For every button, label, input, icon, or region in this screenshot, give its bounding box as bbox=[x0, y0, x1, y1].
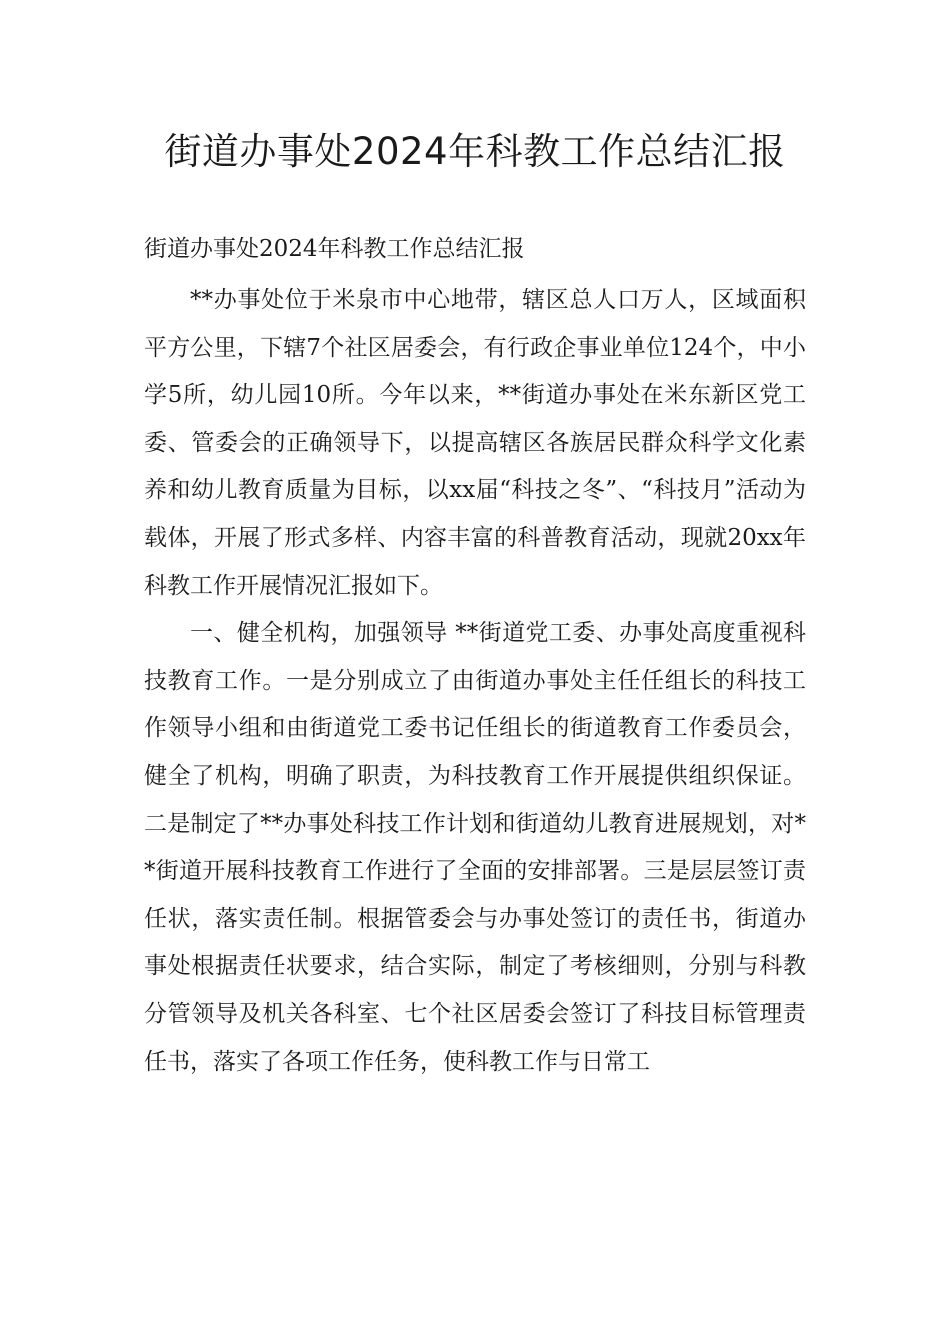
paragraph-intro: **办事处位于米泉市中心地带，辖区总人口万人，区域面积平方公里，下辖7个社区居委会，有行政企事业单位124个，中小学5所，幼儿园10所。今年以来，**街道办事处在米东新区党工委、管委会的正确领导下，以提高辖区各族居民群众科学文化素养和幼儿教育质量为目标，以xx届“科技之冬”、“科技月”活动为载体，开展了形式多样、内容丰富的科普教育活动，现就20xx年科教工作开展情况汇报如下。 bbox=[144, 287, 806, 599]
paragraph-section-one: 一、健全机构，加强领导 **街道党工委、办事处高度重视科技教育工作。一是分别成立了由街道办事处主任任组长的科技工作领导小组和由街道党工委书记任组长的街道教育工作委员会，健全了机构，明确了职责，为科技教育工作开展提供组织保证。二是制定了**办事处科技工作计划和街道幼儿教育进展规划，对**街道开展科技教育工作进行了全面的安排部署。三是层层签订责任状，落实责任制。根据管委会与办事处签订的责任书，街道办事处根据责任状要求，结合实际，制定了考核细则，分别与科教分管领导及机关各科室、七个社区居委会签订了科技目标管理责任书，落实了各项工作任务，使科教工作与日常工 bbox=[144, 620, 806, 1075]
document-title: 街道办事处2024年科教工作总结汇报 bbox=[164, 130, 786, 173]
document-subtitle: 街道办事处2024年科教工作总结汇报 bbox=[144, 236, 525, 262]
document-body bbox=[144, 277, 806, 1086]
